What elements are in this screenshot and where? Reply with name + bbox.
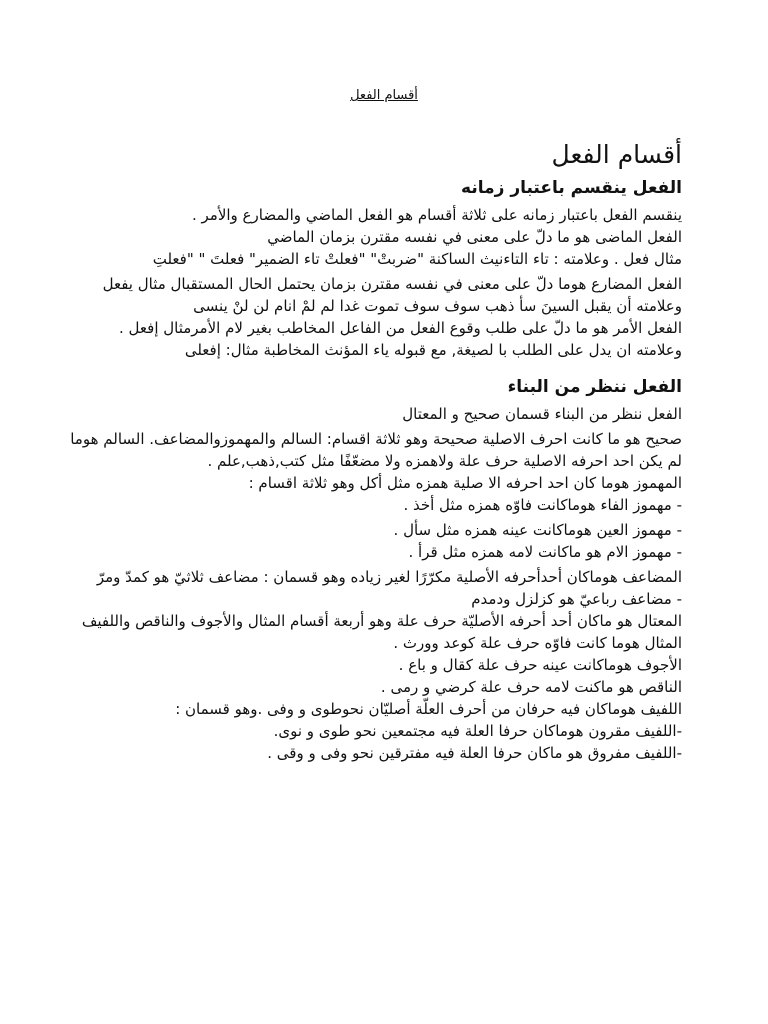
paragraph-line: المهموز هوما كان احد احرفه الا صلية همزه مثل أكل وهو ثلاثة اقسام : [248,474,682,492]
paragraph-line: مثال فعل . وعلامته : تاء التاءنيث الساكنة "ضربتْ" "فعلتْ تاء الضمير" فعلتَ " "فعلتِ [152,250,682,268]
paragraph-line: -اللفيف مقرون هوماكان حرفا العلة فيه مجتمعين نحو طوى و نوى. [273,722,682,740]
paragraph-line: ينقسم الفعل باعتبار زمانه على ثلاثة أقسام هو الفعل الماضي والمضارع والأمر . [191,206,682,224]
paragraph-line: الفعل ننظر من البناء قسمان صحيح و المعتال [402,405,682,423]
paragraph-line: - مهموز الفاء هوماكانت فاوّه همزه مثل أخذ . [403,496,682,514]
paragraph-line: وعلامته ان يدل على الطلب با لصيغة, مع قبوله ياء المؤنث المخاطبة مثال: إفعلى [184,341,682,359]
section-heading-tense: الفعل ينقسم باعتبار زمانه [461,178,682,198]
paragraph-line: الناقص هو ماكنت لامه حرف علة كرضي و رمى . [380,678,682,696]
section-heading-structure: الفعل ننظر من البناء [507,377,682,397]
paragraph-line: المعتال هو ماكان أحد أحرفه الأصليّة حرف علة وهو أربعة أقسام المثال والأجوف والناقص واللفيف [81,612,682,630]
paragraph-line: الأجوف هوماكانت عينه حرف علة كقال و باع . [398,656,682,674]
paragraph-line: الفعل الماضى هو ما دلّ على معنى في نفسه مقترن بزمان الماضي [267,228,682,246]
page-header-text: أقسام الفعل [350,88,418,103]
paragraph-line: - مضاعف رباعيّ هو كزلزل ودمدم [471,590,682,608]
paragraph-line: - مهموز العين هوماكانت عينه همزه مثل سأل . [393,521,682,539]
paragraph-line: -اللفيف مفروق هو ماكان حرفا العلة فيه مفترقين نحو وفى و وقى . [267,744,682,762]
document-body [62,138,682,764]
paragraph-line: اللفيف هوماكان فيه حرفان من أحرف العلّة أصليّان نحوطوى و وفى .وهو قسمان : [175,700,682,718]
paragraph-line: الفعل الأمر هو ما دلّ على طلب وقوع الفعل من الفاعل المخاطب بغير لام الأمرمثال إفعل . [119,319,682,337]
page-header [0,88,768,103]
document-title: أقسام الفعل [551,140,682,169]
paragraph-line: المثال هوما كانت فاوّه حرف علة كوعد وورث . [393,634,682,652]
paragraph-line: - مهموز الام هو ماكانت لامه همزه مثل قرأ . [408,543,682,561]
paragraph-line: المضاعف هوماكان أحدأحرفه الأصلية مكرّرًا لغير زياده وهو قسمان : مضاعف ثلاثيّ هو كمدّ ومرّ [96,568,682,586]
paragraph-line: صحيح هو ما كانت احرف الاصلية صحيحة وهو ثلاثة اقسام: السالم والمهموزوالمضاعف. السالم هوما لم يكن احد احرفه الاصلية حرف علة ولاهمزه ولا مضعّفًا مثل كتب,ذهب,علم . [70,430,682,470]
paragraph-line: الفعل المضارع هوما دلّ على معنى في نفسه مقترن بزمان يحتمل الحال المستقبال مثال يفعل وعلامته أن يقبل السينَ سأ ذهب سوف سوف تموت غدا لم لمْ انام لن لنْ ينسى [102,275,682,315]
